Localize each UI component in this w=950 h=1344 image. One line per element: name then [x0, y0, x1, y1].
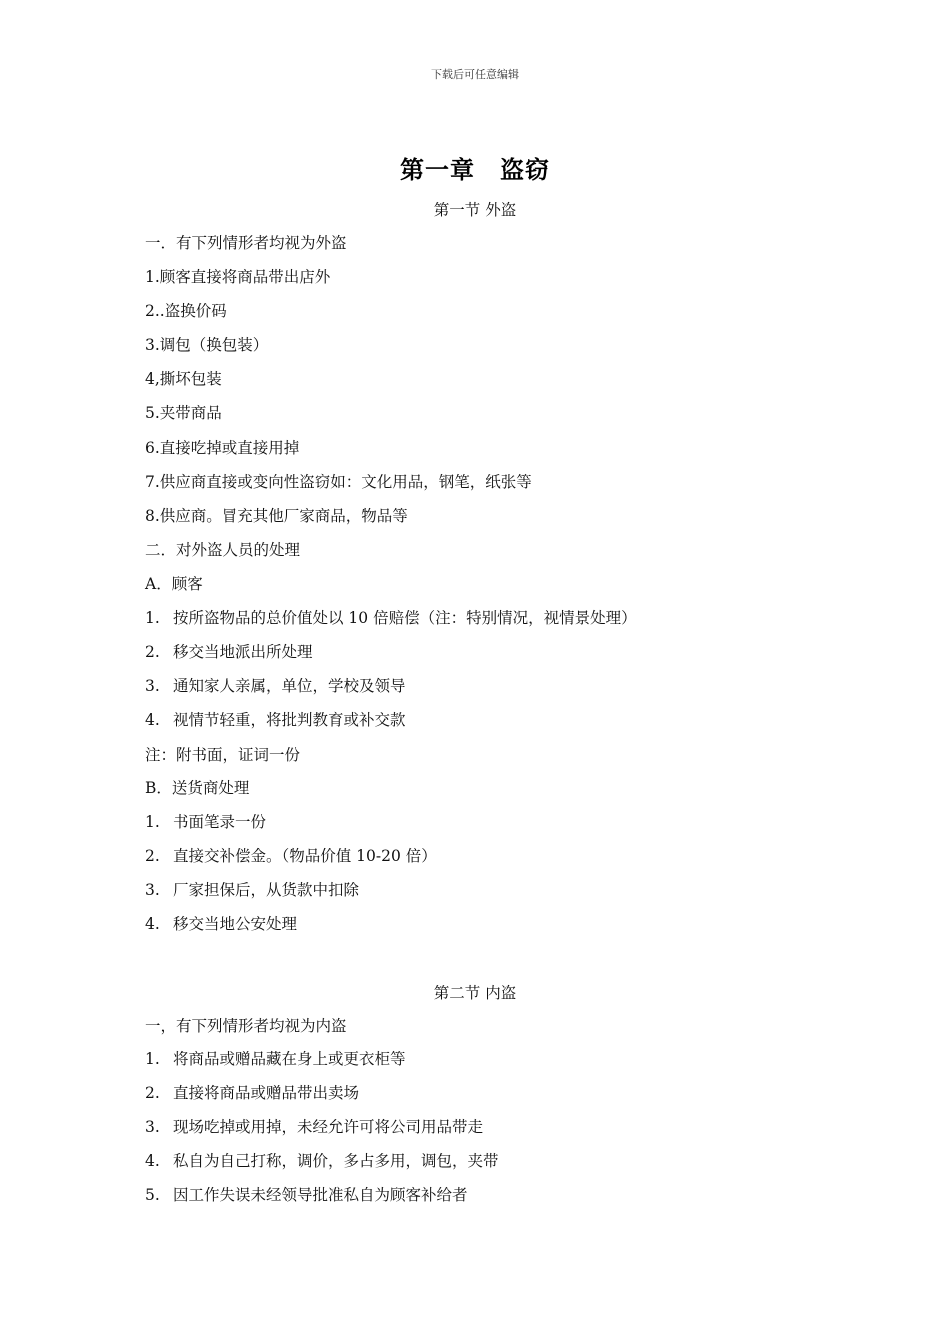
- item-number: 1.: [145, 609, 160, 627]
- list-item: [145, 1082, 359, 1104]
- list-item: 1.顾客直接将商品带出店外: [145, 268, 331, 286]
- item-number: 4.: [145, 711, 160, 729]
- list-item: 3.调包（换包装）: [145, 336, 269, 354]
- item-number: 5.: [145, 1186, 160, 1204]
- list-item: [145, 1116, 483, 1138]
- subsection-title: B．送货商处理: [145, 779, 250, 797]
- item-text: 直接将商品或赠品带出卖场: [173, 1084, 360, 1102]
- item-text: 按所盗物品的总价值处以 10 倍赔偿（注：特别情况，视情景处理）: [173, 609, 637, 627]
- list-item: [145, 1184, 468, 1206]
- item-text: 将商品或赠品藏在身上或更衣柜等: [173, 1050, 406, 1068]
- chapter-title: 第一章 盗窃: [400, 155, 550, 184]
- list-item: [145, 641, 313, 663]
- page-header: 下载后可任意编辑: [431, 68, 519, 81]
- item-number: 4.: [145, 915, 160, 933]
- list-item: 6.直接吃掉或直接用掉: [145, 439, 300, 457]
- item-text: 书面笔录一份: [173, 813, 267, 831]
- item-text: 现场吃掉或用掉，未经允许可将公司用品带走: [173, 1118, 484, 1136]
- clause-title: 一．有下列情形者均视为外盗: [145, 234, 347, 252]
- item-number: 2.: [145, 1084, 160, 1102]
- list-item: [145, 709, 406, 731]
- item-text: 移交当地派出所处理: [173, 643, 313, 661]
- item-number: 3.: [145, 881, 160, 899]
- section-heading: 第一节 外盗: [433, 201, 517, 219]
- list-item: [145, 1150, 499, 1172]
- list-item: 2..盗换价码: [145, 302, 227, 320]
- list-item: [145, 1048, 406, 1070]
- clause-title: 二．对外盗人员的处理: [145, 541, 301, 559]
- item-text: 通知家人亲属，单位，学校及领导: [173, 677, 406, 695]
- item-number: 1.: [145, 813, 160, 831]
- item-text: 因工作失误未经领导批准私自为顾客补给者: [173, 1186, 468, 1204]
- list-item: 7.供应商直接或变向性盗窃如：文化用品，钢笔，纸张等: [145, 473, 532, 491]
- item-number: 2.: [145, 847, 160, 865]
- list-item: [145, 913, 297, 935]
- item-text: 私自为自己打称，调价，多占多用，调包，夹带: [173, 1152, 499, 1170]
- item-number: 2.: [145, 643, 160, 661]
- item-text: 移交当地公安处理: [173, 915, 298, 933]
- item-number: 3.: [145, 677, 160, 695]
- subsection-title: A．顾客: [145, 575, 203, 593]
- note: 注：附书面，证词一份: [145, 746, 301, 764]
- list-item: [145, 607, 637, 629]
- list-item: [145, 811, 266, 833]
- clause-title: 一，有下列情形者均视为内盗: [145, 1017, 347, 1035]
- item-text: 厂家担保后，从货款中扣除: [173, 881, 360, 899]
- item-number: 3.: [145, 1118, 160, 1136]
- list-item: [145, 879, 359, 901]
- list-item: [145, 675, 406, 697]
- section-heading: 第二节 内盗: [433, 984, 517, 1002]
- list-item: [145, 845, 437, 867]
- list-item: 4,撕坏包装: [145, 370, 222, 388]
- item-number: 4.: [145, 1152, 160, 1170]
- list-item: 8.供应商。冒充其他厂家商品，物品等: [145, 507, 408, 525]
- item-text: 视情节轻重，将批判教育或补交款: [173, 711, 406, 729]
- item-number: 1.: [145, 1050, 160, 1068]
- item-text: 直接交补偿金。（物品价值 10-20 倍）: [173, 847, 437, 865]
- list-item: 5.夹带商品: [145, 404, 222, 422]
